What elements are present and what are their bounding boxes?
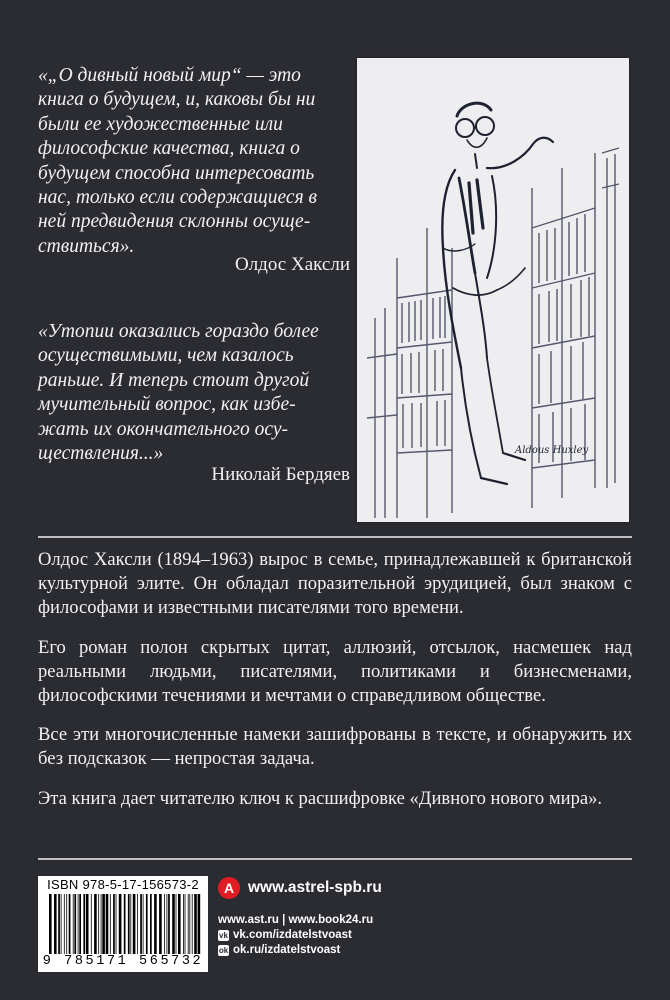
quote-author-berdyaev: Николай Бердяев: [211, 464, 350, 485]
quote-line: раньше. И теперь стоит другой: [38, 369, 310, 391]
barcode-bar: [86, 894, 89, 954]
barcode-bar: [58, 894, 60, 954]
barcode-bar: [69, 894, 71, 954]
barcode-bar: [116, 894, 117, 954]
quote-line: философские качества, книга о: [38, 138, 300, 160]
vk-link-text: vk.com/izdatelstvoast: [233, 929, 352, 941]
barcode-bar: [167, 894, 168, 954]
barcode-bar: [66, 894, 67, 954]
quote-line: ществления...»: [38, 443, 164, 465]
description-paragraph: Его роман полон скрытых цитат, аллюзий, отсылок, насмешек над реальными людьми, писателями, политиками и бизнесменами, философскими течениями и мечтами о справедливом обществе.: [38, 636, 632, 707]
barcode-bar: [178, 894, 181, 954]
sketch-signature: Aldous Huxley: [515, 445, 589, 456]
publisher-site-link[interactable]: www.astrel-spb.ru: [248, 879, 382, 896]
vk-icon: vk: [219, 930, 228, 940]
barcode-bar: [133, 894, 136, 954]
barcode-bar: [130, 894, 131, 954]
quote-line: мучительный вопрос, как избе-: [38, 394, 296, 416]
quote-line: были ее художественные или: [38, 113, 283, 135]
barcode-bar: [102, 894, 105, 954]
huxley-sketch-illustration: [357, 58, 629, 522]
barcode-bar: [110, 894, 111, 954]
barcode-bar: [154, 894, 157, 954]
barcode-bar: [78, 894, 79, 954]
ok-link[interactable]: [218, 944, 438, 956]
quote-author-huxley: Олдос Хаксли: [234, 254, 350, 275]
barcode-bar: [61, 894, 62, 954]
publisher-info: [218, 876, 438, 956]
barcode-bar: [159, 894, 162, 954]
barcode-bar: [91, 894, 92, 954]
barcode-bar: [64, 894, 65, 954]
quote-line: «„О дивный новый мир“ — это: [38, 65, 301, 86]
barcode-bar: [98, 894, 99, 954]
quote-line: будущем способна интересовать: [38, 162, 315, 184]
barcode-bars: [47, 894, 203, 954]
barcode-bar: [140, 894, 142, 954]
barcode-bar: [168, 894, 170, 954]
quote-line: ствиться».: [38, 235, 135, 257]
description-paragraph: Эта книга дает читателю ключ к расшифровке «Дивного нового мира».: [38, 787, 603, 809]
barcode-bar: [164, 894, 165, 954]
description-paragraph: Все эти многочисленные намеки зашифрованы в тексте, и обнаружить их без подсказок — непростая задача.: [38, 724, 632, 770]
barcode-bar: [188, 894, 189, 954]
barcode-bar: [79, 894, 81, 954]
divider-top: [38, 536, 632, 538]
barcode-bar: [54, 894, 57, 954]
quote-line: осуществимыми, чем казалось: [38, 345, 294, 367]
description-paragraph: Олдос Хаксли (1894–1963) вырос в семье, принадлежавшей к британской культурной элите. Он обладал поразительной эрудицией, был знаком с философами и известными писателями того времени.: [38, 549, 632, 619]
publisher-logo-icon: А: [218, 877, 240, 899]
sketch-drawing: [357, 58, 629, 522]
barcode-bar: [119, 894, 122, 954]
barcode-bar: [172, 894, 175, 954]
barcode-bar: [73, 894, 74, 954]
barcode-bar: [146, 894, 148, 954]
barcode-bar: [128, 894, 130, 954]
barcode-bar: [192, 894, 193, 954]
barcode-bar: [106, 894, 109, 954]
barcode-bar: [176, 894, 177, 954]
barcode-bar: [49, 894, 52, 954]
barcode-bar: [101, 894, 102, 954]
barcode-bar: [74, 894, 76, 954]
publisher-links[interactable]: www.ast.ru | www.book24.ru: [218, 914, 374, 926]
barcode: [38, 876, 208, 972]
ok-link-text: ok.ru/izdatelstvoast: [233, 944, 341, 956]
quote-line: «Утопии оказались гораздо более: [38, 321, 319, 342]
quote-line: ней предвидения склонны осуще-: [38, 211, 311, 233]
quote-line: книга о будущем, и, каковы бы ни: [38, 89, 316, 111]
barcode-bar: [124, 894, 126, 954]
barcode-bar: [150, 894, 152, 954]
barcode-bar: [189, 894, 190, 954]
quote-line: жать их окончательного осу-: [38, 418, 289, 440]
barcode-bar: [198, 894, 201, 954]
barcode-bar: [183, 894, 184, 954]
quote-line: нас, только если содержащиеся в: [38, 187, 317, 209]
quote-huxley: [38, 64, 350, 259]
description-text: [38, 548, 632, 826]
barcode-bar: [94, 894, 97, 954]
vk-link[interactable]: [218, 929, 438, 941]
barcode-bar: [83, 894, 85, 954]
isbn-label: ISBN 978-5-17-156573-2: [47, 877, 199, 892]
barcode-bar: [143, 894, 144, 954]
barcode-bar: [194, 894, 197, 954]
barcode-bar: [185, 894, 186, 954]
barcode-bar: [113, 894, 115, 954]
quote-berdyaev: [38, 320, 350, 466]
barcode-digits: 9 785171 565732: [42, 954, 204, 969]
divider-bottom: [38, 858, 632, 860]
barcode-bar: [137, 894, 138, 954]
ok-icon: ok: [218, 945, 229, 955]
